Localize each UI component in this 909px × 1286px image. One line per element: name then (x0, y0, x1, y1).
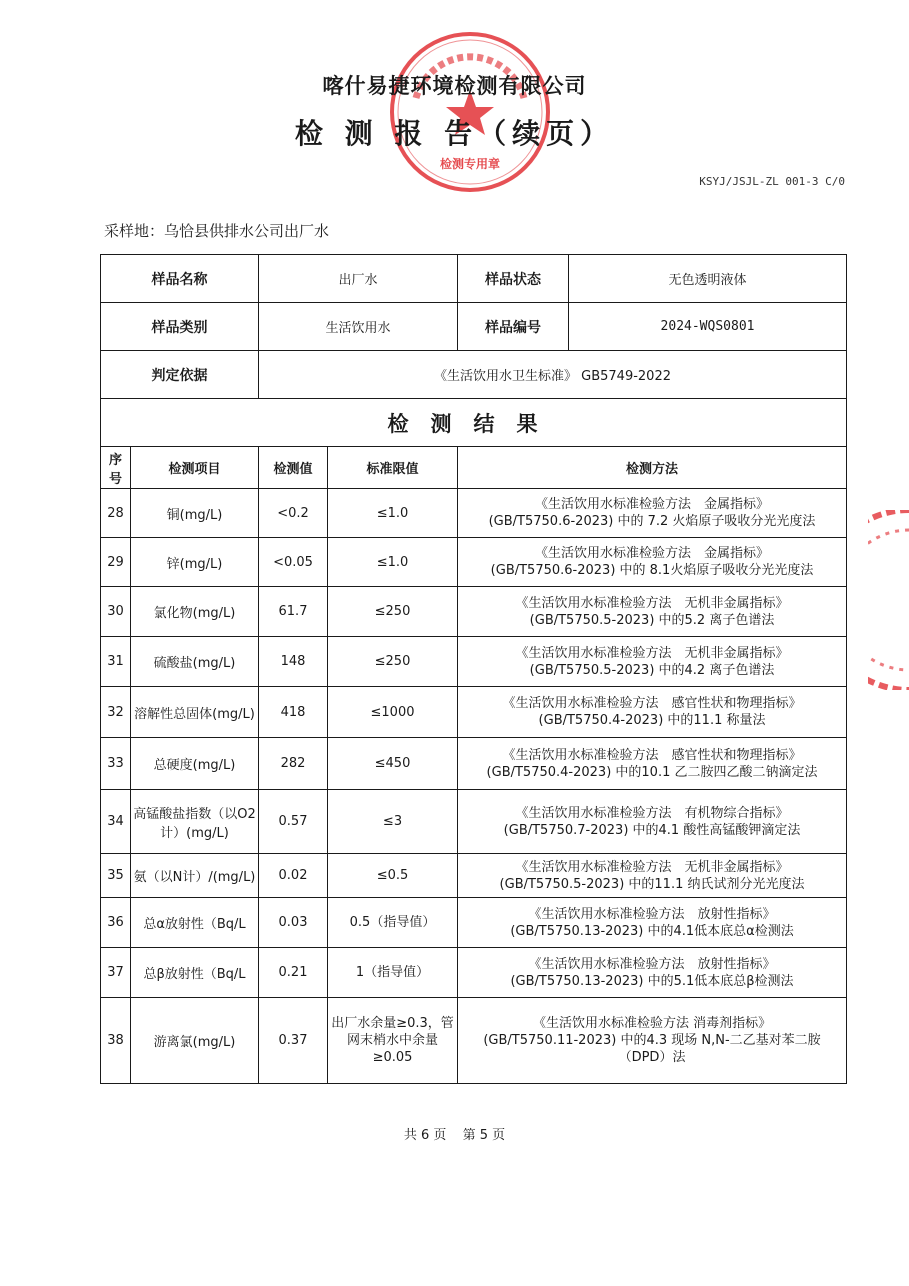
test-value: 0.57 (259, 790, 328, 854)
page-footer (0, 1124, 909, 1143)
sample-number-label: 样品编号 (458, 303, 569, 351)
col-header-value: 检测值 (259, 447, 328, 489)
test-value: 0.21 (259, 948, 328, 998)
method-clause: (GB/T5750.4-2023) 中的11.1 称量法 (538, 713, 766, 728)
method-clause: (GB/T5750.13-2023) 中的4.1低本底总α检测法 (510, 923, 794, 939)
test-method (458, 738, 847, 790)
test-value: <0.2 (259, 489, 328, 538)
test-method (458, 854, 847, 898)
method-standard: 《生活饮用水标准检验方法 无机非金属指标》 (515, 859, 789, 875)
row-number: 30 (101, 587, 131, 637)
report-title: 检 测 报 告（续页） (294, 117, 615, 150)
test-item: 总α放射性（Bq/L (131, 898, 259, 948)
standard-limit: 1（指导值） (328, 948, 458, 998)
method-clause: (GB/T5750.6-2023) 中的 7.2 火焰原子吸收分光光度法 (488, 514, 816, 529)
row-number: 35 (101, 854, 131, 898)
method-clause: (GB/T5750.4-2023) 中的10.1 乙二胺四乙酸二钠滴定法 (486, 764, 818, 780)
basis-label: 判定依据 (101, 351, 259, 399)
test-method (458, 587, 847, 637)
test-value: 148 (259, 637, 328, 687)
method-clause: (GB/T5750.6-2023) 中的 8.1火焰原子吸收分光光度法 (490, 563, 814, 578)
test-method (458, 948, 847, 998)
standard-limit: ≤3 (328, 790, 458, 854)
basis-value: 《生活饮用水卫生标准》 GB5749-2022 (259, 351, 847, 399)
standard-limit: ≤1.0 (328, 489, 458, 538)
basis-row (101, 351, 847, 399)
table-row (101, 898, 847, 948)
sample-number-value: 2024-WQS0801 (569, 303, 847, 351)
method-clause: (GB/T5750.13-2023) 中的5.1低本底总β检测法 (510, 973, 794, 989)
row-number: 37 (101, 948, 131, 998)
row-number: 29 (101, 538, 131, 587)
method-clause: (GB/T5750.5-2023) 中的4.2 离子色谱法 (529, 662, 775, 678)
method-standard: 《生活饮用水标准检验方法 放射性指标》 (528, 906, 776, 922)
company-name: 喀什易捷环境检测有限公司 (322, 74, 587, 98)
table-row (101, 538, 847, 587)
test-item: 氯化物(mg/L) (131, 587, 259, 637)
method-standard: 《生活饮用水标准检验方法 有机物综合指标》 (515, 805, 789, 821)
col-header-limit: 标准限值 (328, 447, 458, 489)
table-row (101, 489, 847, 538)
method-standard: 《生活饮用水标准检验方法 金属指标》 (535, 497, 770, 512)
standard-limit: ≤1000 (328, 687, 458, 738)
row-number: 32 (101, 687, 131, 738)
sample-category-label: 样品类别 (101, 303, 259, 351)
sample-info-row (101, 303, 847, 351)
table-row (101, 587, 847, 637)
table-row (101, 738, 847, 790)
row-number: 36 (101, 898, 131, 948)
test-value: <0.05 (259, 538, 328, 587)
row-number: 38 (101, 998, 131, 1084)
table-row (101, 948, 847, 998)
sample-state-value: 无色透明液体 (569, 255, 847, 303)
col-header-method: 检测方法 (458, 447, 847, 489)
standard-limit: ≤250 (328, 637, 458, 687)
method-standard: 《生活饮用水标准检验方法 感官性状和物理指标》 (502, 747, 802, 763)
test-value: 282 (259, 738, 328, 790)
test-item: 溶解性总固体(mg/L) (131, 687, 259, 738)
standard-limit: ≤450 (328, 738, 458, 790)
test-value: 0.02 (259, 854, 328, 898)
sample-info-row (101, 255, 847, 303)
test-item: 氨（以N计）/(mg/L) (131, 854, 259, 898)
sample-category-value: 生活饮用水 (259, 303, 458, 351)
test-method (458, 687, 847, 738)
row-number: 33 (101, 738, 131, 790)
method-clause: (GB/T5750.5-2023) 中的11.1 纳氏试剂分光光度法 (499, 876, 805, 892)
table-row (101, 637, 847, 687)
svg-text:检测专用章: 检测专用章 (439, 157, 501, 171)
method-standard: 《生活饮用水标准检验方法 放射性指标》 (528, 956, 776, 972)
row-number: 28 (101, 489, 131, 538)
test-value: 418 (259, 687, 328, 738)
row-number: 31 (101, 637, 131, 687)
test-item: 硫酸盐(mg/L) (131, 637, 259, 687)
total-pages: 共 6 页 (403, 1128, 447, 1143)
method-clause: (GB/T5750.7-2023) 中的4.1 酸性高锰酸钾滴定法 (503, 822, 801, 838)
method-clause: (GB/T5750.11-2023) 中的4.3 现场 N,N-二乙基对苯二胺（DPD）法 (483, 1033, 821, 1065)
method-standard: 《生活饮用水标准检验方法 感官性状和物理指标》 (502, 696, 802, 711)
test-item: 总硬度(mg/L) (131, 738, 259, 790)
method-standard: 《生活饮用水标准检验方法 无机非金属指标》 (515, 595, 789, 611)
test-method (458, 898, 847, 948)
test-method (458, 489, 847, 538)
table-row (101, 854, 847, 898)
standard-limit: ≤250 (328, 587, 458, 637)
test-value: 0.37 (259, 998, 328, 1084)
test-method (458, 538, 847, 587)
standard-limit: 0.5（指导值） (328, 898, 458, 948)
test-value: 61.7 (259, 587, 328, 637)
current-page: 第 5 页 (462, 1128, 506, 1143)
test-item: 铜(mg/L) (131, 489, 259, 538)
sample-state-label: 样品状态 (458, 255, 569, 303)
standard-limit: ≤0.5 (328, 854, 458, 898)
test-value: 0.03 (259, 898, 328, 948)
table-row (101, 998, 847, 1084)
test-method (458, 790, 847, 854)
sample-name-label: 样品名称 (101, 255, 259, 303)
page-edge-seal-stamp (868, 510, 909, 690)
column-header-row (101, 447, 847, 489)
test-item: 高锰酸盐指数（以O2计）(mg/L) (131, 790, 259, 854)
standard-limit: ≤1.0 (328, 538, 458, 587)
sampling-site: 采样地：乌恰县供排水公司出厂水 (104, 222, 330, 240)
results-section-title: 检测结果 (101, 399, 847, 447)
method-clause: (GB/T5750.5-2023) 中的5.2 离子色谱法 (529, 612, 775, 628)
table-row (101, 790, 847, 854)
table-row (101, 687, 847, 738)
col-header-item: 检测项目 (131, 447, 259, 489)
row-number: 34 (101, 790, 131, 854)
report-table (100, 254, 847, 1084)
test-method (458, 637, 847, 687)
col-header-no: 序号 (101, 447, 131, 489)
method-standard: 《生活饮用水标准检验方法 金属指标》 (535, 546, 770, 561)
method-standard: 《生活饮用水标准检验方法 消毒剂指标》 (532, 1016, 772, 1031)
test-method (458, 998, 847, 1084)
method-standard: 《生活饮用水标准检验方法 无机非金属指标》 (515, 645, 789, 661)
standard-limit: 出厂水余量≥0.3，管网末梢水中余量≥0.05 (328, 998, 458, 1084)
sample-name-value: 出厂水 (259, 255, 458, 303)
test-item: 锌(mg/L) (131, 538, 259, 587)
test-item: 总β放射性（Bq/L (131, 948, 259, 998)
test-item: 游离氯(mg/L) (131, 998, 259, 1084)
document-code: KSYJ/JSJL-ZL 001-3 C/0 (699, 175, 845, 188)
